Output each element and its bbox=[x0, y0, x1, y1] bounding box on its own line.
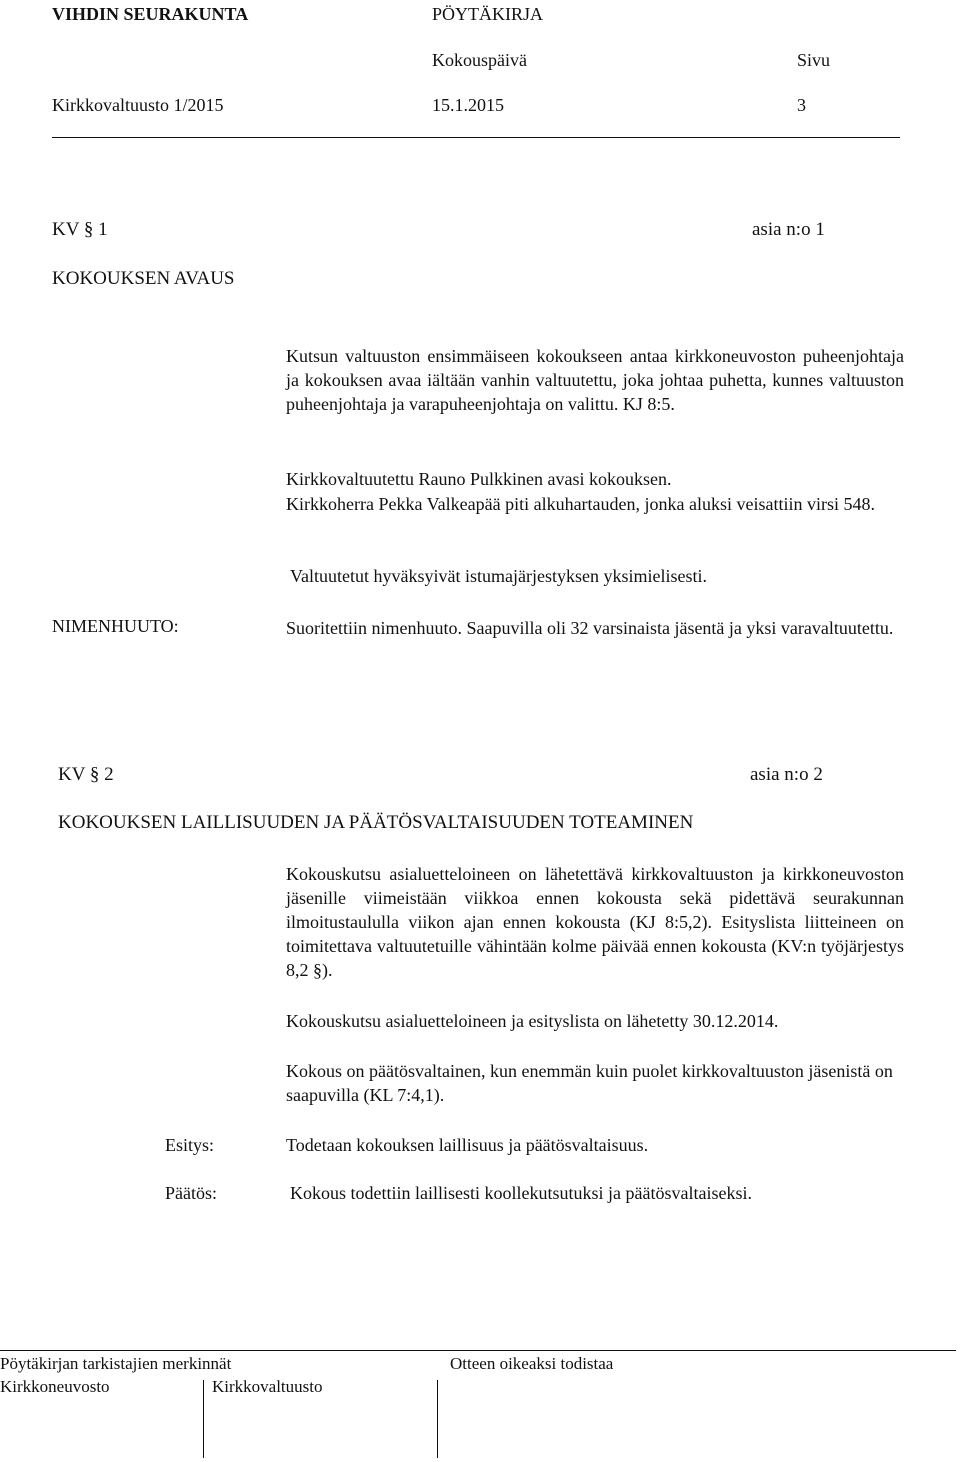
decision-text: Kokous todettiin laillisesti koollekutsutuksi ja päätösvaltaiseksi. bbox=[290, 1183, 752, 1203]
section-1-devotion-text: Kirkkoherra Pekka Valkeapää piti alkuhartauden, jonka aluksi veisattiin virsi 548. bbox=[286, 494, 876, 514]
section-1-opening-text: Kirkkovaltuutettu Rauno Pulkkinen avasi kokouksen. bbox=[286, 469, 672, 489]
page-number: 3 bbox=[797, 95, 806, 115]
meeting-date-label: Kokouspäivä bbox=[432, 50, 527, 70]
page-label: Sivu bbox=[797, 50, 831, 70]
proposal-label: Esitys: bbox=[165, 1135, 215, 1155]
meeting-date: 15.1.2015 bbox=[432, 95, 504, 115]
roll-call-text: Suoritettiin nimenhuuto. Saapuvilla oli 32 varsinaista jäsentä ja yksi varavaltuutettu. bbox=[286, 618, 894, 638]
inspectors-label: Pöytäkirjan tarkistajien merkinnät bbox=[0, 1354, 232, 1373]
meeting-name: Kirkkovaltuusto 1/2015 bbox=[52, 95, 224, 115]
copy-certification-label: Otteen oikeaksi todistaa bbox=[450, 1354, 614, 1373]
assembly-signature-label: Kirkkovaltuusto bbox=[212, 1377, 323, 1396]
section-2-paragraph-1: Kokouskutsu asialuetteloineen on lähetettävä kirkkovaltuuston ja kirkkoneuvoston jäsenille viimeistään viikkoa ennen kokousta sekä pidettävä seurakunnan ilmoitustaululla viikon ajan ennen kokousta (KJ 8:5,2). Esityslista liitteineen on toimitettava valtuutetuille vähintään kolme päivää ennen kokousta (KV:n työjärjestys 8,2 §). bbox=[286, 864, 904, 980]
section-1-paragraph-1: Kutsun valtuuston ensimmäiseen kokoukseen antaa kirkkoneuvoston puheenjohtaja ja kokouksen avaa iältään vanhin valtuutettu, joka johtaa puhetta, kunnes valtuuston puheenjohtaja ja varapuheenjohtaja on valittu. KJ 8:5. bbox=[286, 346, 904, 414]
council-signature-label: Kirkkoneuvosto bbox=[0, 1377, 110, 1396]
section-2-id: KV § 2 bbox=[58, 764, 114, 785]
section-2-item-number: asia n:o 2 bbox=[750, 764, 823, 785]
roll-call-label: NIMENHUUTO: bbox=[52, 616, 179, 636]
document-type: PÖYTÄKIRJA bbox=[432, 4, 544, 24]
organization-name: VIHDIN SEURAKUNTA bbox=[52, 4, 249, 24]
section-2-paragraph-3: Kokous on päätösvaltainen, kun enemmän kuin puolet kirkkovaltuuston jäsenistä on saapuvilla (KL 7:4,1). bbox=[286, 1061, 893, 1105]
proposal-text: Todetaan kokouksen laillisuus ja päätösvaltaisuus. bbox=[286, 1135, 649, 1155]
decision-label: Päätös: bbox=[165, 1183, 217, 1203]
section-1-item-number: asia n:o 1 bbox=[752, 219, 825, 240]
section-1-seating-text: Valtuutetut hyväksyivät istumajärjestyksen yksimielisesti. bbox=[290, 566, 707, 586]
section-2-title: KOKOUKSEN LAILLISUUDEN JA PÄÄTÖSVALTAISUUDEN TOTEAMINEN bbox=[58, 812, 694, 833]
header-rule bbox=[52, 137, 900, 138]
section-1-id: KV § 1 bbox=[52, 219, 108, 240]
section-1-title: KOKOUKSEN AVAUS bbox=[52, 268, 235, 289]
footer-rule bbox=[0, 1350, 956, 1351]
section-2-paragraph-2: Kokouskutsu asialuetteloineen ja esityslista on lähetetty 30.12.2014. bbox=[286, 1011, 779, 1031]
signature-divider-1 bbox=[203, 1380, 204, 1458]
signature-divider-2 bbox=[437, 1380, 438, 1458]
